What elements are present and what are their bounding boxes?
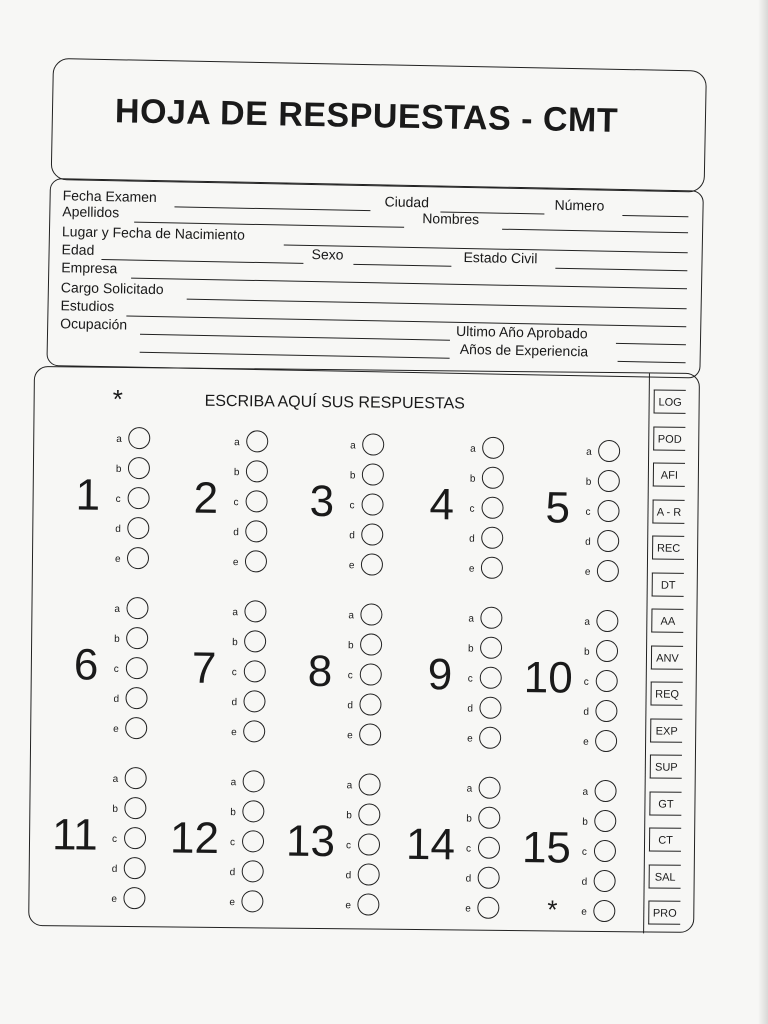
option-row xyxy=(582,839,642,870)
answer-bubble[interactable] xyxy=(362,433,384,455)
answer-bubble[interactable] xyxy=(359,693,381,715)
option-label: b xyxy=(583,646,590,658)
answer-bubble[interactable] xyxy=(128,457,150,479)
option-row xyxy=(234,429,294,460)
answer-bubble[interactable] xyxy=(127,517,149,539)
option-row xyxy=(346,772,406,803)
category-code[interactable]: GT xyxy=(649,791,681,815)
option-row xyxy=(586,439,646,470)
option-label: b xyxy=(112,803,118,815)
page-edge-shadow xyxy=(758,0,768,1024)
option-label: e xyxy=(581,906,587,918)
option-label: c xyxy=(585,506,591,518)
answer-bubble[interactable] xyxy=(478,867,500,889)
option-row xyxy=(230,829,290,860)
category-code[interactable]: REC xyxy=(652,535,684,559)
option-row xyxy=(467,696,527,727)
option-row xyxy=(348,602,408,633)
option-label: e xyxy=(229,897,236,909)
answer-bubble[interactable] xyxy=(127,547,149,569)
answer-bubble[interactable] xyxy=(597,530,619,552)
option-row xyxy=(233,519,293,550)
option-label: c xyxy=(347,670,353,682)
answer-bubble[interactable] xyxy=(243,690,265,712)
answer-bubble[interactable] xyxy=(482,467,504,489)
option-row xyxy=(470,466,530,497)
question-11 xyxy=(51,765,183,916)
answer-bubble[interactable] xyxy=(480,667,502,689)
option-row xyxy=(583,729,643,760)
option-row xyxy=(234,459,294,490)
option-row xyxy=(468,606,528,637)
field-anos-experiencia[interactable] xyxy=(618,361,686,363)
answer-bubble[interactable] xyxy=(245,550,267,572)
answer-bubble[interactable] xyxy=(361,553,383,575)
category-codes-column xyxy=(643,373,686,933)
answer-bubble[interactable] xyxy=(360,663,382,685)
option-label: a xyxy=(116,433,122,445)
category-code[interactable]: POD xyxy=(653,426,685,450)
personal-info-box xyxy=(46,178,703,379)
question-number: 14 xyxy=(405,819,456,870)
option-row xyxy=(230,769,290,800)
option-label: d xyxy=(469,533,475,545)
option-label: b xyxy=(349,470,356,482)
option-label: b xyxy=(230,807,236,819)
label-ultimo-ano-aprobado: Ultimo Año Aprobado xyxy=(455,322,588,342)
answer-bubble[interactable] xyxy=(124,827,146,849)
option-row xyxy=(116,456,176,487)
answer-bubble[interactable] xyxy=(479,727,501,749)
option-label: b xyxy=(468,643,474,655)
option-row xyxy=(233,549,293,580)
answer-bubble[interactable] xyxy=(360,633,382,655)
question-number: 12 xyxy=(169,813,220,863)
option-label: a xyxy=(348,610,355,622)
question-6 xyxy=(73,595,185,746)
answer-bubble[interactable] xyxy=(242,800,264,822)
answer-bubble[interactable] xyxy=(481,497,503,519)
option-label: d xyxy=(349,530,355,542)
answer-bubble[interactable] xyxy=(596,640,618,662)
option-row xyxy=(346,862,406,893)
option-row xyxy=(114,656,174,687)
label-estado-civil: Estado Civil xyxy=(463,248,538,267)
answer-bubble[interactable] xyxy=(123,887,145,909)
option-label: d xyxy=(467,703,474,715)
option-label: d xyxy=(345,870,352,882)
option-row xyxy=(469,496,529,527)
option-label: a xyxy=(584,616,590,628)
category-code[interactable]: PRO xyxy=(648,900,680,924)
option-row xyxy=(586,469,646,500)
label-fecha-examen: Fecha Examen xyxy=(62,187,157,206)
answer-bubble[interactable] xyxy=(358,863,380,885)
title-box xyxy=(51,58,707,193)
question-3 xyxy=(309,432,421,583)
option-row xyxy=(581,899,641,930)
option-row xyxy=(114,596,174,627)
option-row xyxy=(466,836,526,867)
option-label: c xyxy=(229,837,236,849)
option-row xyxy=(230,859,290,890)
question-4 xyxy=(429,435,541,586)
option-label: c xyxy=(345,840,352,852)
answer-bubble[interactable] xyxy=(358,833,380,855)
label-estudios: Estudios xyxy=(60,297,115,315)
answer-bubble[interactable] xyxy=(362,463,384,485)
option-label: e xyxy=(231,727,237,739)
option-label: e xyxy=(114,553,121,565)
question-13 xyxy=(285,772,417,923)
option-row xyxy=(468,666,528,697)
answer-bubble[interactable] xyxy=(481,557,503,579)
category-code[interactable]: LOG xyxy=(654,389,686,413)
option-label: b xyxy=(466,813,472,825)
answer-bubble[interactable] xyxy=(480,607,502,629)
option-label: e xyxy=(345,900,351,912)
answer-bubble[interactable] xyxy=(479,697,501,719)
answer-bubble[interactable] xyxy=(128,427,150,449)
answer-bubble[interactable] xyxy=(598,440,620,462)
answer-bubble[interactable] xyxy=(595,700,617,722)
answer-bubble[interactable] xyxy=(245,490,267,512)
question-number: 13 xyxy=(285,816,336,867)
option-row xyxy=(470,436,530,467)
answer-bubble[interactable] xyxy=(125,687,147,709)
option-row xyxy=(232,599,292,630)
option-row xyxy=(349,552,409,583)
option-row xyxy=(581,869,641,900)
answer-bubble[interactable] xyxy=(480,637,502,659)
label-ciudad: Ciudad xyxy=(384,193,430,211)
option-label: d xyxy=(347,700,354,712)
answer-bubble[interactable] xyxy=(478,837,500,859)
question-number: 15 xyxy=(521,823,572,873)
option-label: b xyxy=(233,467,240,479)
category-code[interactable]: REQ xyxy=(650,681,682,705)
star-mark: * xyxy=(112,383,123,414)
option-row xyxy=(582,809,642,840)
option-label: a xyxy=(112,773,119,785)
option-label: d xyxy=(113,693,120,705)
answer-bubble[interactable] xyxy=(477,897,499,919)
answer-bubble[interactable] xyxy=(359,723,381,745)
question-15 xyxy=(521,778,653,929)
question-number: 5 xyxy=(545,483,571,533)
option-row xyxy=(582,779,642,810)
question-number: 1 xyxy=(75,470,101,520)
option-label: d xyxy=(233,527,239,539)
answer-bubble[interactable] xyxy=(361,523,383,545)
answer-bubble[interactable] xyxy=(594,810,616,832)
option-label: a xyxy=(230,777,237,789)
option-label: b xyxy=(115,463,122,475)
answer-bubble[interactable] xyxy=(361,493,383,515)
option-row xyxy=(466,776,526,807)
option-label: d xyxy=(111,863,118,875)
option-label: c xyxy=(581,846,587,858)
option-row xyxy=(347,722,407,753)
answer-bubble[interactable] xyxy=(597,560,619,582)
label-lugar-fecha-nacimiento: Lugar y Fecha de Nacimiento xyxy=(61,223,245,243)
option-label: d xyxy=(115,523,121,535)
option-label: b xyxy=(346,810,352,822)
option-label: e xyxy=(111,893,118,905)
answer-bubble[interactable] xyxy=(125,717,147,739)
option-row xyxy=(115,486,175,517)
label-empresa: Empresa xyxy=(61,259,118,277)
answer-bubble[interactable] xyxy=(126,627,148,649)
answers-box xyxy=(28,366,700,933)
question-10 xyxy=(523,608,655,759)
question-number: 9 xyxy=(427,650,453,700)
option-row xyxy=(465,866,525,897)
option-row xyxy=(585,529,645,560)
answer-bubble[interactable] xyxy=(245,520,267,542)
category-code[interactable]: CT xyxy=(649,827,681,851)
answer-bubble[interactable] xyxy=(124,797,146,819)
option-label: e xyxy=(347,730,353,742)
category-code[interactable]: A - R xyxy=(652,499,684,523)
option-label: a xyxy=(586,446,592,458)
option-label: a xyxy=(114,603,121,615)
answer-bubble[interactable] xyxy=(244,630,266,652)
answer-bubble[interactable] xyxy=(482,437,504,459)
option-row xyxy=(232,629,292,660)
answer-bubble[interactable] xyxy=(128,487,150,509)
option-row xyxy=(349,522,409,553)
question-number: 11 xyxy=(51,810,99,860)
option-label: a xyxy=(350,440,356,452)
option-row xyxy=(348,632,408,663)
question-8 xyxy=(307,602,419,753)
option-label: b xyxy=(348,640,354,652)
option-row xyxy=(229,889,289,920)
option-label: b xyxy=(114,633,120,645)
question-number: 8 xyxy=(307,646,333,697)
field-ocupacion-cont[interactable] xyxy=(140,352,450,359)
question-12 xyxy=(169,769,301,920)
answer-bubble[interactable] xyxy=(246,430,268,452)
answer-bubble[interactable] xyxy=(594,870,616,892)
answer-bubble[interactable] xyxy=(357,893,379,915)
option-label: e xyxy=(468,563,475,575)
option-row xyxy=(112,826,172,857)
option-row xyxy=(469,556,529,587)
option-row xyxy=(112,856,172,887)
option-row xyxy=(113,766,173,797)
option-row xyxy=(230,799,290,830)
question-number: 4 xyxy=(429,480,455,530)
question-number: 7 xyxy=(191,643,217,693)
option-label: a xyxy=(582,786,589,798)
answer-bubble[interactable] xyxy=(126,597,148,619)
option-row xyxy=(466,806,526,837)
category-code[interactable]: DT xyxy=(652,572,684,596)
option-row xyxy=(114,626,174,657)
option-label: b xyxy=(232,637,238,649)
option-label: a xyxy=(346,780,353,792)
answers-header: ESCRIBA AQUÍ SUS RESPUESTAS xyxy=(204,392,465,413)
option-row xyxy=(350,462,410,493)
label-edad: Edad xyxy=(61,241,95,258)
answer-bubble[interactable] xyxy=(595,730,617,752)
option-row xyxy=(232,659,292,690)
option-label: e xyxy=(584,566,591,578)
option-label: d xyxy=(229,867,236,879)
option-label: c xyxy=(233,497,239,509)
option-label: a xyxy=(234,437,240,449)
option-label: c xyxy=(583,676,589,688)
option-label: e xyxy=(113,723,119,735)
question-9 xyxy=(427,605,539,756)
option-row xyxy=(347,692,407,723)
option-row xyxy=(115,516,175,547)
answer-bubble[interactable] xyxy=(126,657,148,679)
question-number: 2 xyxy=(193,473,219,523)
category-code[interactable]: EXP xyxy=(650,718,682,742)
label-apellidos: Apellidos xyxy=(62,203,120,221)
category-code[interactable]: AFI xyxy=(653,462,685,486)
option-label: d xyxy=(581,876,588,888)
option-label: e xyxy=(232,557,239,569)
answer-bubble[interactable] xyxy=(243,720,265,742)
option-label: d xyxy=(465,873,472,885)
question-number: 6 xyxy=(73,640,99,690)
option-row xyxy=(115,546,175,577)
option-label: d xyxy=(231,697,238,709)
option-label: c xyxy=(465,843,472,855)
option-row xyxy=(116,426,176,457)
option-row xyxy=(231,719,291,750)
answer-bubble[interactable] xyxy=(246,460,268,482)
answer-bubble[interactable] xyxy=(593,900,615,922)
answer-bubble[interactable] xyxy=(598,470,620,492)
option-row xyxy=(465,896,525,927)
answer-bubble[interactable] xyxy=(478,807,500,829)
answer-bubble[interactable] xyxy=(596,670,618,692)
answer-bubble[interactable] xyxy=(242,860,264,882)
answer-bubble[interactable] xyxy=(596,610,618,632)
option-row xyxy=(583,699,643,730)
option-label: e xyxy=(583,736,589,748)
option-label: e xyxy=(465,903,471,915)
category-code[interactable]: SUP xyxy=(650,754,682,778)
option-row xyxy=(585,499,645,530)
option-row xyxy=(112,796,172,827)
option-label: c xyxy=(115,493,121,505)
answer-bubble[interactable] xyxy=(478,777,500,799)
option-label: d xyxy=(585,536,591,548)
answer-bubble[interactable] xyxy=(360,603,382,625)
category-code[interactable]: SAL xyxy=(649,864,681,888)
label-anos-experiencia: Años de Experiencia xyxy=(459,340,589,360)
option-label: c xyxy=(469,503,475,515)
option-row xyxy=(113,686,173,717)
sheet-title: HOJA DE RESPUESTAS - CMT xyxy=(114,92,619,140)
label-ocupacion: Ocupación xyxy=(60,315,128,333)
option-row xyxy=(584,609,644,640)
option-label: c xyxy=(349,500,355,512)
option-row xyxy=(111,886,171,917)
answer-bubble[interactable] xyxy=(359,773,381,795)
option-row xyxy=(469,526,529,557)
option-row xyxy=(467,726,527,757)
option-label: a xyxy=(232,607,239,619)
answer-bubble[interactable] xyxy=(244,600,266,622)
answer-bubble[interactable] xyxy=(125,767,147,789)
option-label: c xyxy=(467,673,473,685)
answer-bubble[interactable] xyxy=(594,840,616,862)
option-row xyxy=(584,669,644,700)
question-number: 3 xyxy=(309,476,335,527)
question-number: 10 xyxy=(523,653,573,703)
option-row xyxy=(346,832,406,863)
label-sexo: Sexo xyxy=(311,246,344,263)
question-1 xyxy=(75,425,187,576)
option-row xyxy=(348,662,408,693)
answer-bubble[interactable] xyxy=(481,527,503,549)
option-label: c xyxy=(113,663,119,675)
category-code[interactable]: AA xyxy=(651,608,683,632)
question-14 xyxy=(405,775,537,926)
answer-bubble[interactable] xyxy=(124,857,146,879)
answer-bubble[interactable] xyxy=(597,500,619,522)
label-cargo-solicitado: Cargo Solicitado xyxy=(60,279,164,298)
label-nombres: Nombres xyxy=(422,210,480,228)
option-row xyxy=(350,432,410,463)
option-label: a xyxy=(470,443,476,455)
question-7 xyxy=(191,599,303,750)
answer-bubble[interactable] xyxy=(242,830,264,852)
answer-bubble[interactable] xyxy=(241,890,263,912)
option-row xyxy=(231,689,291,720)
answer-bubble[interactable] xyxy=(243,770,265,792)
answer-bubble[interactable] xyxy=(594,780,616,802)
option-row xyxy=(233,489,293,520)
option-label: d xyxy=(583,706,590,718)
option-row xyxy=(468,636,528,667)
option-label: b xyxy=(582,816,588,828)
option-label: c xyxy=(231,667,237,679)
option-label: c xyxy=(111,833,118,845)
answer-bubble[interactable] xyxy=(358,803,380,825)
option-label: e xyxy=(348,560,355,572)
answer-bubble[interactable] xyxy=(244,660,266,682)
option-row xyxy=(349,492,409,523)
option-label: b xyxy=(585,476,592,488)
question-5 xyxy=(545,438,657,589)
option-label: a xyxy=(468,613,474,625)
option-row xyxy=(584,639,644,670)
option-row xyxy=(346,802,406,833)
option-label: a xyxy=(466,783,473,795)
option-label: b xyxy=(469,473,476,485)
option-row xyxy=(113,716,173,747)
star-mark-bottom: * xyxy=(547,894,558,925)
category-code[interactable]: ANV xyxy=(651,645,683,669)
option-label: e xyxy=(467,733,473,745)
question-2 xyxy=(193,429,305,580)
option-row xyxy=(345,892,405,923)
label-numero: Número xyxy=(554,196,605,214)
option-row xyxy=(585,559,645,590)
